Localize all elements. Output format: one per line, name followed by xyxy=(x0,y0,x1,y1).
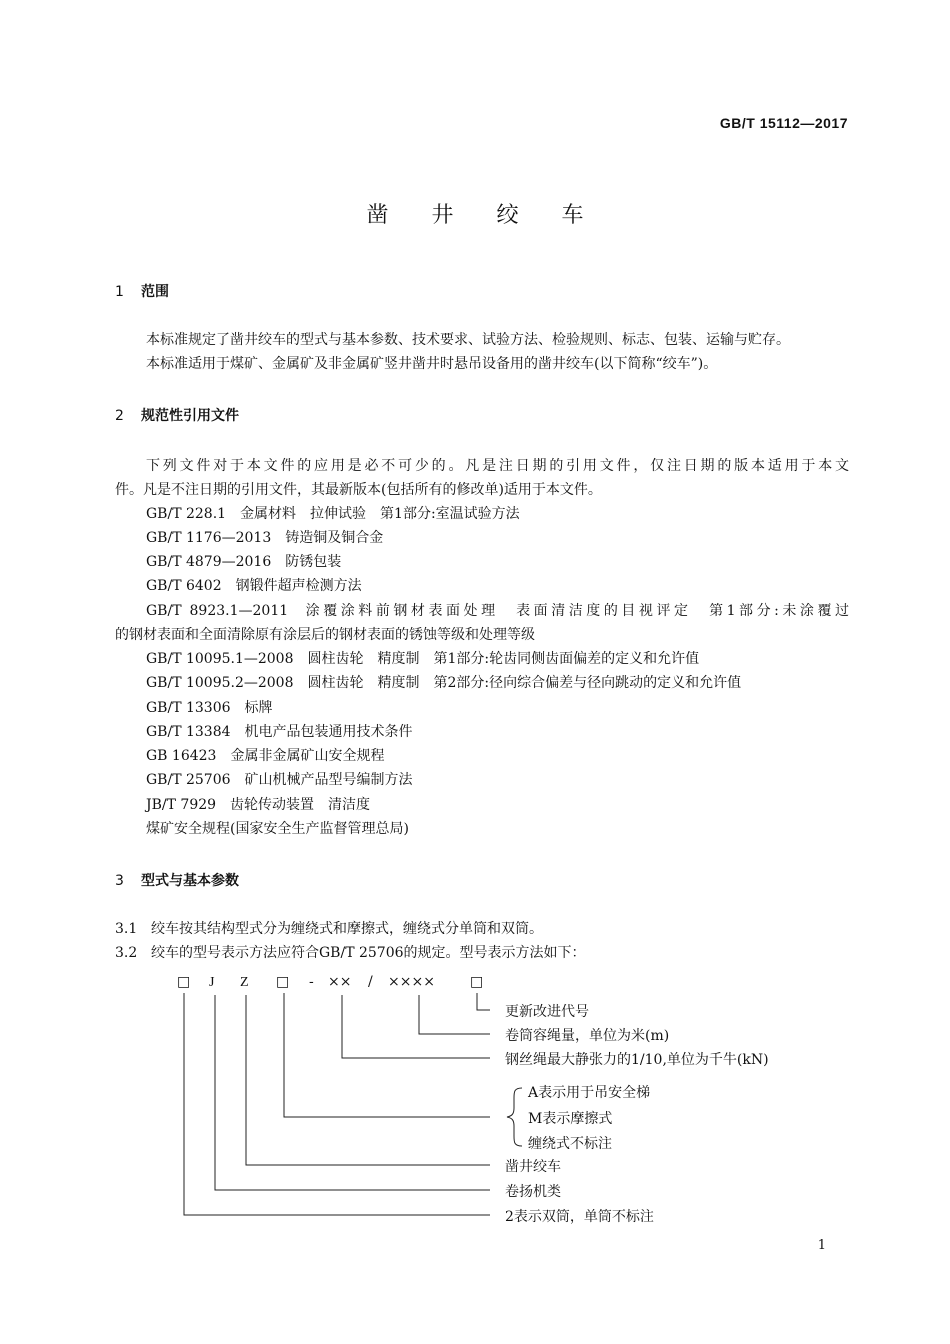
label-type-none: 缠绕式不标注 xyxy=(528,1136,612,1152)
diagram-slash: / xyxy=(368,974,373,990)
label-drum-count: 2表示双筒，单筒不标注 xyxy=(505,1209,654,1225)
reference-item: GB/T 13384 机电产品包装通用技术条件 xyxy=(146,724,413,740)
label-sinking-winch: 凿井绞车 xyxy=(505,1159,561,1175)
section-3-number: 3 xyxy=(115,873,124,889)
section-1-para-2: 本标准适用于煤矿、金属矿及非金属矿竖井凿井时悬吊设备用的凿井绞车(以下简称“绞车”)。 xyxy=(146,356,718,372)
diagram-box-1: □ xyxy=(177,974,191,990)
clause-3-1: 3.1 绞车按其结构型式分为缠绕式和摩擦式，缠绕式分单筒和双筒。 xyxy=(115,921,543,937)
diagram-token-xx: ×× xyxy=(328,974,352,990)
section-1-para-1: 本标准规定了凿井绞车的型式与基本参数、技术要求、试验方法、检验规则、标志、包装、运输与贮存。 xyxy=(146,332,790,348)
document-title: 凿 井 绞 车 xyxy=(366,203,602,228)
brace xyxy=(507,1088,522,1146)
connector-update-code xyxy=(477,993,490,1010)
reference-item: GB/T 25706 矿山机械产品型号编制方法 xyxy=(146,772,413,788)
reference-item-continuation: 的钢材表面和全面清除原有涂层后的钢材表面的锈蚀等级和处理等级 xyxy=(115,627,535,643)
connector-type xyxy=(284,993,490,1117)
section-2-intro-line-2: 件。凡是不注日期的引用文件，其最新版本(包括所有的修改单)适用于本文件。 xyxy=(115,482,602,498)
label-max-tension: 钢丝绳最大静张力的1/10,单位为千牛(kN) xyxy=(505,1052,769,1068)
diagram-token-z: Z xyxy=(240,975,249,990)
diagram-box-3: □ xyxy=(470,974,484,990)
reference-item: GB/T 13306 标牌 xyxy=(146,700,273,716)
connector-class xyxy=(215,995,490,1190)
clause-3-2: 3.2 绞车的型号表示方法应符合GB/T 25706的规定。型号表示方法如下： xyxy=(115,945,586,961)
reference-item: GB/T 6402 钢锻件超声检测方法 xyxy=(146,578,362,594)
section-2-title: 规范性引用文件 xyxy=(141,408,239,424)
reference-item: GB/T 10095.1—2008 圆柱齿轮 精度制 第1部分:轮齿同侧齿面偏差的定义和允许值 xyxy=(146,651,700,667)
page-number: 1 xyxy=(817,1238,826,1253)
connector-jz xyxy=(246,995,490,1165)
label-type-a: A表示用于吊安全梯 xyxy=(528,1085,651,1101)
label-drum-capacity: 卷筒容绳量，单位为米(m) xyxy=(505,1028,670,1044)
reference-item: GB/T 4879—2016 防锈包装 xyxy=(146,554,342,570)
section-2-number: 2 xyxy=(115,408,124,424)
section-2-intro-line-1: 下列文件对于本文件的应用是必不可少的。凡是注日期的引用文件，仅注日期的版本适用于本文 xyxy=(146,458,849,474)
connector-drum-capacity xyxy=(419,995,490,1034)
diagram-box-2: □ xyxy=(276,974,290,990)
connector-tension xyxy=(342,995,490,1058)
reference-item: 煤矿安全规程(国家安全生产监督管理总局) xyxy=(146,821,409,837)
reference-item: GB/T 228.1 金属材料 拉伸试验 第1部分:室温试验方法 xyxy=(146,506,520,522)
label-type-m: M表示摩擦式 xyxy=(528,1111,613,1127)
label-update-code: 更新改进代号 xyxy=(505,1004,589,1020)
reference-item: GB/T 10095.2—2008 圆柱齿轮 精度制 第2部分:径向综合偏差与径向跳动的定义和允许值 xyxy=(146,675,742,691)
diagram-dash: - xyxy=(309,974,314,990)
section-1-title: 范围 xyxy=(141,284,169,300)
diagram-token-j: J xyxy=(209,975,215,990)
diagram-token-xxxx: ×××× xyxy=(388,974,435,990)
reference-item: GB/T 8923.1—2011 涂覆涂料前钢材表面处理 表面清洁度的目视评定 第1部分:未涂覆过 xyxy=(146,603,850,619)
reference-item: JB/T 7929 齿轮传动装置 清洁度 xyxy=(146,797,371,813)
reference-item: GB 16423 金属非金属矿山安全规程 xyxy=(146,748,385,764)
standard-number: GB/T 15112—2017 xyxy=(719,115,848,131)
connector-drums xyxy=(184,993,490,1215)
reference-item: GB/T 1176—2013 铸造铜及铜合金 xyxy=(146,530,384,546)
section-1-number: 1 xyxy=(115,284,124,300)
section-3-title: 型式与基本参数 xyxy=(141,873,239,889)
label-hoist-class: 卷扬机类 xyxy=(505,1184,561,1200)
